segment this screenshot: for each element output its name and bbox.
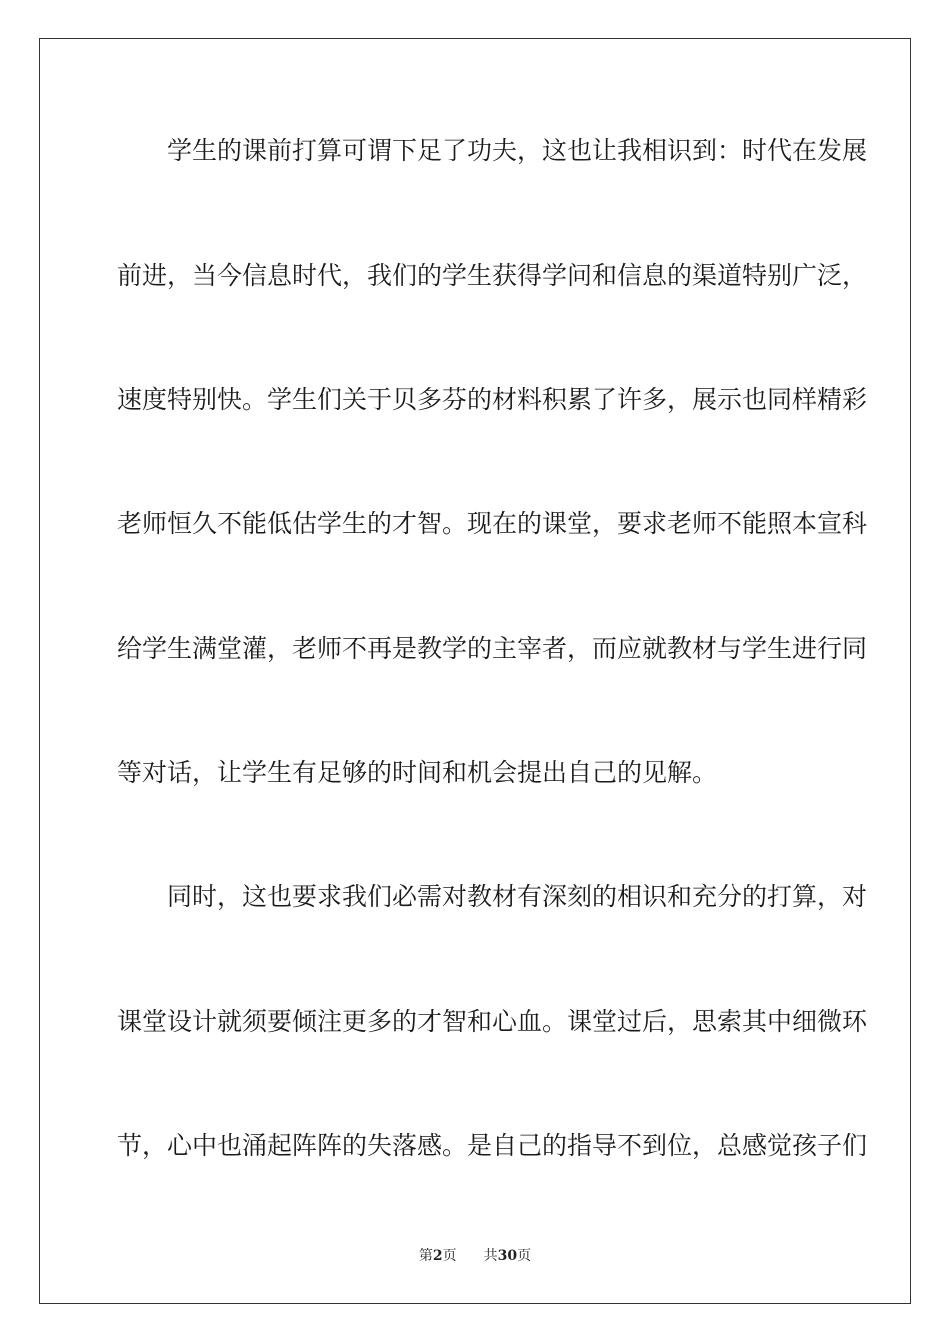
paragraph-line: 节，心中也涌起阵阵的失落感。是自己的指导不到位，总感觉孩子们: [117, 1131, 868, 1160]
paragraph-line: 速度特别快。学生们关于贝多芬的材料积累了许多，展示也同样精彩: [117, 385, 868, 414]
paragraph-line: 给学生满堂灌，老师不再是教学的主宰者，而应就教材与学生进行同: [117, 634, 868, 663]
page-footer: [0, 1246, 950, 1266]
paragraph-line: 前进，当今信息时代，我们的学生获得学问和信息的渠道特别广泛，: [117, 261, 868, 290]
paragraph-line: 等对话，让学生有足够的时间和机会提出自己的见解。: [117, 758, 718, 787]
paragraph-line: 同时，这也要求我们必需对教材有深刻的相识和充分的打算，对: [167, 882, 868, 911]
page-total: 共30页: [483, 1248, 532, 1264]
page-border: [39, 38, 911, 1304]
paragraph-line: 老师恒久不能低估学生的才智。现在的课堂，要求老师不能照本宣科: [117, 509, 868, 538]
page-indicator: 第2页: [418, 1248, 457, 1264]
paragraph-line: 课堂设计就须要倾注更多的才智和心血。课堂过后，思索其中细微环: [117, 1007, 868, 1036]
paragraph-line: 学生的课前打算可谓下足了功夫，这也让我相识到：时代在发展: [167, 136, 868, 165]
